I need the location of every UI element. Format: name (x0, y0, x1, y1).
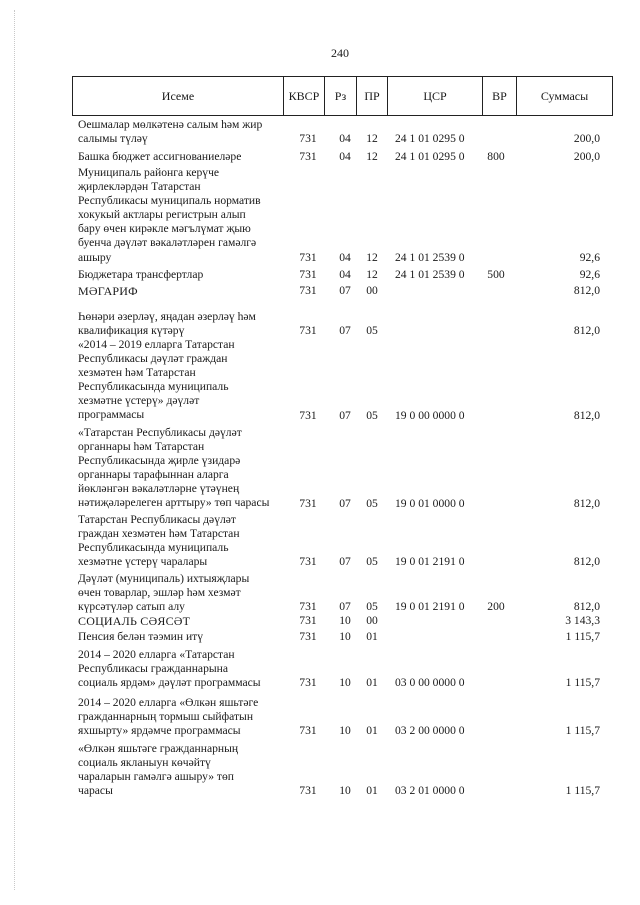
cell-pr: 00 (366, 614, 378, 627)
cell-pr: 12 (366, 250, 378, 264)
row-name (78, 572, 278, 614)
cell-kvsr: 731 (299, 614, 317, 627)
row-name-line: Республикасында җирле үзидарә (78, 454, 241, 468)
cell-kvsr: 731 (299, 150, 317, 163)
col-header-pr: ПР (357, 77, 388, 116)
row-name-line: нәтиҗәләрелеген арттыру» төп чарасы (78, 496, 270, 510)
cell-sum: 812,0 (573, 555, 600, 569)
cell-sum: 812,0 (573, 324, 600, 338)
col-header-vr: ВР (483, 77, 517, 116)
row-name-line: буенча дәүләт вәкаләтләрен гамәлгә (78, 236, 257, 250)
row-name (78, 426, 278, 511)
cell-rz: 10 (339, 630, 351, 643)
row-name-line: органнары һәм Татарстан (78, 440, 205, 454)
cell-kvsr: 731 (299, 408, 317, 422)
table-row (0, 284, 640, 298)
row-name-line: Республикасы гражданнарына (78, 662, 229, 676)
row-name-line: Татарстан Республикасы дәүләт (78, 513, 236, 526)
cell-kvsr: 731 (299, 676, 317, 690)
cell-csr: 19 0 01 2191 0 (395, 555, 465, 569)
row-name-line: Республикасы муниципаль норматив (78, 194, 261, 208)
cell-rz: 04 (339, 268, 351, 281)
row-name-line: Республикасында муниципаль (78, 380, 229, 394)
cell-csr: 03 0 00 0000 0 (395, 676, 465, 690)
row-name-line: ашыру (78, 250, 112, 264)
row-name-line: Республикасында муниципаль (78, 541, 229, 555)
row-name-line: СОЦИАЛЬ СӘЯСӘТ (78, 614, 191, 628)
cell-rz: 10 (339, 784, 351, 798)
table-row (0, 614, 640, 628)
col-header-name: Исеме (73, 77, 284, 116)
cell-kvsr: 731 (299, 496, 317, 510)
table-row (0, 513, 640, 569)
row-name-line: Муниципаль районга керүче (78, 166, 220, 179)
row-name (78, 284, 278, 298)
cell-rz: 10 (339, 676, 351, 690)
row-name-line: «Өлкән яшьтәге гражданнарның (78, 742, 239, 755)
row-name-line: Дәүләт (муниципаль) ихтыяҗлары (78, 572, 250, 585)
col-header-sum: Суммасы (517, 77, 613, 116)
row-name-line: яхшырту» ярдәмче программасы (78, 724, 241, 738)
cell-pr: 05 (366, 324, 378, 338)
cell-sum: 200,0 (573, 132, 600, 146)
cell-csr: 03 2 00 0000 0 (395, 724, 465, 738)
cell-csr: 24 1 01 0295 0 (395, 132, 465, 146)
row-name-line: Һөнәри әзерләү, яңадан әзерләү һәм (78, 310, 256, 323)
table-row (0, 696, 640, 738)
cell-pr: 05 (366, 496, 378, 510)
row-name (78, 614, 278, 628)
cell-pr: 12 (366, 150, 378, 163)
row-name (78, 648, 278, 690)
row-name-line: граждан хезмәтен һәм Татарстан (78, 527, 240, 541)
row-name-line: Башка бюджет ассигнованиеләре (78, 150, 242, 163)
row-name-line: хезмәтне үстерү чаралары (78, 555, 208, 569)
cell-pr: 01 (366, 676, 378, 690)
cell-pr: 05 (366, 408, 378, 422)
row-name (78, 118, 278, 146)
row-name-line: бару өчен кирәкле мәгълүмат җыю (78, 222, 251, 236)
cell-vr: 500 (487, 268, 505, 281)
cell-kvsr: 731 (299, 132, 317, 146)
row-name-line: җирлекләрдән Татарстан (78, 180, 201, 194)
row-name-line: хезмәтен һәм Татарстан (78, 366, 196, 380)
row-name-line: «2014 – 2019 елларга Татарстан (78, 338, 235, 351)
table-row (0, 572, 640, 614)
table-row (0, 166, 640, 265)
cell-rz: 04 (339, 250, 351, 264)
table-row (0, 268, 640, 282)
cell-csr: 24 1 01 2539 0 (395, 250, 465, 264)
cell-kvsr: 731 (299, 784, 317, 798)
row-name-line: хезмәтне үстерү» дәүләт (78, 394, 200, 408)
table-row (0, 310, 640, 338)
cell-rz: 07 (339, 555, 351, 569)
row-name-line: квалификация күтәрү (78, 324, 185, 338)
row-name (78, 513, 278, 569)
cell-pr: 05 (366, 600, 378, 614)
row-name-line: социаль якланыун көчәйтү (78, 756, 211, 770)
col-header-kvsr: КВСР (284, 77, 325, 116)
cell-rz: 04 (339, 132, 351, 146)
cell-rz: 10 (339, 724, 351, 738)
row-name-line: Бюджетара трансфертлар (78, 268, 204, 281)
cell-kvsr: 731 (299, 630, 317, 643)
cell-rz: 04 (339, 150, 351, 163)
row-name (78, 166, 278, 265)
row-name-line: салымы түләү (78, 132, 148, 146)
row-name-line: органнары тарафыннан аларга (78, 468, 229, 482)
cell-sum: 1 115,7 (565, 630, 600, 643)
row-name (78, 630, 278, 644)
table-row (0, 742, 640, 798)
row-name-line: хокукый актлары регистрын алып (78, 208, 246, 222)
col-header-rz: Рз (325, 77, 357, 116)
cell-csr: 24 1 01 0295 0 (395, 150, 465, 163)
cell-sum: 812,0 (573, 600, 600, 614)
row-name-line: «Татарстан Республикасы дәүләт (78, 426, 242, 439)
cell-rz: 07 (339, 408, 351, 422)
cell-kvsr: 731 (299, 600, 317, 614)
row-name-line: 2014 – 2020 елларга «Өлкән яшьтәге (78, 696, 259, 709)
cell-kvsr: 731 (299, 284, 317, 297)
cell-kvsr: 731 (299, 268, 317, 281)
cell-csr: 19 0 01 2191 0 (395, 600, 465, 614)
cell-csr: 03 2 01 0000 0 (395, 784, 465, 798)
cell-pr: 05 (366, 555, 378, 569)
table-row (0, 118, 640, 146)
row-name (78, 150, 278, 164)
cell-kvsr: 731 (299, 555, 317, 569)
cell-sum: 1 115,7 (565, 676, 600, 690)
row-name (78, 268, 278, 282)
row-name-line: 2014 – 2020 елларга «Татарстан (78, 648, 235, 661)
row-name-line: гражданнарның тормыш сыйфатын (78, 710, 254, 724)
cell-sum: 92,6 (579, 268, 600, 281)
row-name (78, 338, 278, 423)
cell-csr: 19 0 01 0000 0 (395, 496, 465, 510)
cell-kvsr: 731 (299, 724, 317, 738)
row-name-line: чараларын гамәлгә ашыру» төп (78, 770, 234, 784)
row-name-line: Пенсия белән тәэмин итү (78, 630, 204, 643)
cell-sum: 812,0 (573, 408, 600, 422)
row-name-line: йөкләнгән вәкаләтләрне үтәүнең (78, 482, 240, 496)
cell-kvsr: 731 (299, 324, 317, 338)
table-row (0, 150, 640, 164)
row-name-line: социаль ярдәм» дәүләт программасы (78, 676, 261, 690)
row-name-line: өчен товарлар, эшләр һәм хезмәт (78, 586, 241, 600)
table-row (0, 338, 640, 423)
cell-sum: 812,0 (573, 496, 600, 510)
row-name-line: чарасы (78, 784, 113, 798)
cell-kvsr: 731 (299, 250, 317, 264)
cell-pr: 12 (366, 132, 378, 146)
cell-rz: 07 (339, 284, 351, 297)
cell-rz: 07 (339, 324, 351, 338)
page-number: 240 (331, 46, 349, 60)
cell-sum: 3 143,3 (565, 614, 600, 627)
row-name-line: Оешмалар мөлкәтенә салым һәм жир (78, 118, 263, 131)
table-header (72, 76, 613, 116)
cell-vr: 200 (487, 600, 505, 614)
cell-sum: 200,0 (573, 150, 600, 163)
cell-sum: 1 115,7 (565, 784, 600, 798)
cell-pr: 01 (366, 784, 378, 798)
table-row (0, 630, 640, 644)
cell-sum: 1 115,7 (565, 724, 600, 738)
cell-rz: 07 (339, 600, 351, 614)
cell-pr: 12 (366, 268, 378, 281)
table-row (0, 426, 640, 511)
cell-csr: 24 1 01 2539 0 (395, 268, 465, 281)
cell-vr: 800 (487, 150, 505, 163)
cell-sum: 92,6 (579, 250, 600, 264)
table-row (0, 648, 640, 690)
cell-rz: 07 (339, 496, 351, 510)
cell-rz: 10 (339, 614, 351, 627)
col-header-csr: ЦСР (388, 77, 483, 116)
row-name (78, 310, 278, 338)
cell-sum: 812,0 (573, 284, 600, 297)
cell-pr: 00 (366, 284, 378, 297)
cell-csr: 19 0 00 0000 0 (395, 408, 465, 422)
row-name-line: күрсәтүләр сатып алу (78, 600, 185, 614)
row-name (78, 742, 278, 798)
cell-pr: 01 (366, 724, 378, 738)
row-name-line: программасы (78, 408, 145, 422)
row-name-line: МӘГАРИФ (78, 284, 138, 298)
row-name-line: Республикасы дәүләт граждан (78, 352, 228, 366)
row-name (78, 696, 278, 738)
cell-pr: 01 (366, 630, 378, 643)
